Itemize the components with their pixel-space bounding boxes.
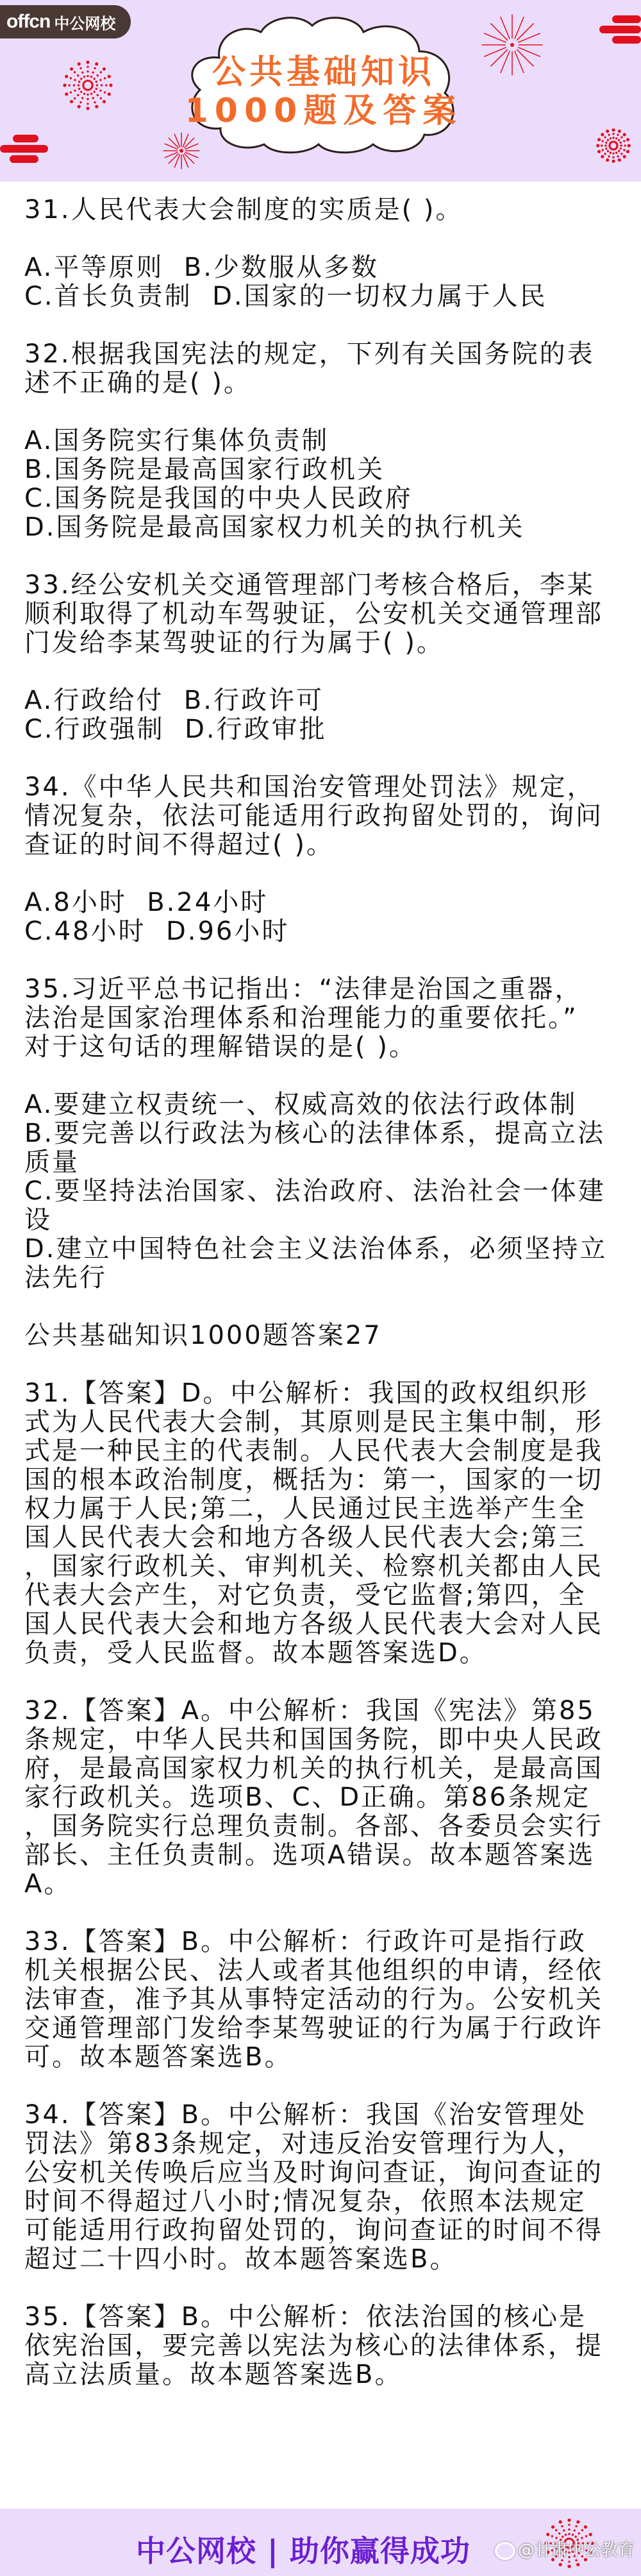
header-banner [0, 0, 641, 182]
logo-text-en: offcn [6, 11, 51, 32]
article-body [24, 182, 640, 2418]
weibo-watermark [495, 2537, 635, 2561]
answer-explanation: 法审查，准予其从事特定活动的行为。公安机关 [24, 1985, 603, 2014]
answer-explanation: 34.【答案】B。中公解析：我国《治安管理处 [24, 2100, 587, 2130]
answer-explanation: 超过二十四小时。故本题答案选B。 [24, 2244, 458, 2274]
question-options: C.首长负责制 D.国家的一切权力属于人民 [24, 282, 547, 311]
question-options: A.行政给付 B.行政许可 [24, 686, 324, 715]
question-options: C.行政强制 D.行政审批 [24, 715, 327, 744]
blank-line [24, 1668, 640, 1697]
footer-slogan: 中公网校 | 助你赢得成功 [136, 2534, 470, 2568]
question-options: D.国务院是最高国家权力机关的执行机关 [24, 513, 525, 542]
answer-explanation: 家行政机关。选项B、C、D正确。第86条规定 [24, 1783, 591, 1812]
answer-explanation: 府，是最高国家权力机关的执行机关，是最高国 [24, 1754, 603, 1783]
question-text: 34.《中华人民共和国治安管理处罚法》规定， [24, 772, 595, 802]
question-options: 法先行 [24, 1263, 107, 1292]
question-options: C.要坚持法治国家、法治政府、法治社会一体建 [24, 1176, 606, 1206]
answer-explanation: 代表大会产生，对它负责，受它监督;第四，全 [24, 1580, 587, 1610]
blank-line [24, 657, 640, 686]
blank-line [24, 398, 640, 427]
question-options: C.48小时 D.96小时 [24, 917, 290, 946]
answer-explanation: ，国务院实行总理负责制。各部、各委员会实行 [24, 1811, 603, 1841]
question-text: 对于这句话的理解错误的是( )。 [24, 1032, 417, 1062]
answer-explanation: 高立法质量。故本题答案选B。 [24, 2360, 403, 2389]
question-text: 述不正确的是( )。 [24, 368, 251, 398]
blank-line [24, 1899, 640, 1928]
dotted-firework-icon [62, 60, 113, 111]
question-text: 31.人民代表大会制度的实质是( )。 [24, 195, 463, 225]
question-options: 质量 [24, 1148, 79, 1177]
answer-explanation: 35.【答案】B。中公解析：依法治国的核心是 [24, 2302, 587, 2332]
blank-line [24, 311, 640, 340]
question-options: B.国务院是最高国家行政机关 [24, 455, 385, 484]
blank-line [24, 225, 640, 253]
answer-explanation: 时间不得超过八小时;情况复杂，依照本法规定 [24, 2187, 587, 2216]
answer-explanation: 式为人民代表大会制，其原则是民主集中制，形 [24, 1407, 603, 1437]
answer-explanation: A。 [24, 1869, 72, 1899]
blank-line [24, 1292, 640, 1321]
question-text: 32.根据我国宪法的规定，下列有关国务院的表 [24, 339, 595, 369]
answer-explanation: ，国家行政机关、审判机关、检察机关都由人民 [24, 1552, 603, 1581]
answer-explanation: 可能适用行政拘留处罚的，询问查证的时间不得 [24, 2216, 603, 2245]
answer-explanation: 33.【答案】B。中公解析：行政许可是指行政 [24, 1927, 587, 1956]
answer-explanation: 权力属于人民;第二，人民通过民主选举产生全 [24, 1494, 587, 1523]
watermark-text: @甘肃中公教育 [518, 2541, 635, 2560]
answer-explanation: 国人民代表大会和地方各级人民代表大会对人民 [24, 1609, 603, 1639]
starburst-firework-icon [480, 13, 544, 77]
answer-explanation: 条规定，中华人民共和国国务院，即中央人民政 [24, 1725, 603, 1754]
question-options: B.要完善以行政法为核心的法律体系，提高立法 [24, 1119, 606, 1148]
answer-explanation: 公安机关传唤后应当及时询问查证，询问查证的 [24, 2158, 603, 2187]
weibo-icon [495, 2542, 515, 2560]
blank-line [24, 946, 640, 975]
answer-explanation: 机关根据公民、法人或者其他组织的申请，经依 [24, 1956, 603, 1985]
red-cloud-decoration-icon [0, 128, 51, 167]
answer-explanation: 依宪治国，要完善以宪法为核心的法律体系，提 [24, 2331, 603, 2360]
question-text: 情况复杂，依法可能适用行政拘留处罚的，询问 [24, 801, 603, 831]
blank-line [24, 744, 640, 773]
blank-line [24, 2389, 640, 2418]
blank-line [24, 542, 640, 571]
answer-explanation: 负责，受人民监督。故本题答案选D。 [24, 1638, 487, 1668]
blank-line [24, 1350, 640, 1379]
footer-banner [0, 2509, 641, 2576]
banner-title-line1: 公共基础知识 [212, 53, 435, 92]
answer-section-title: 公共基础知识1000题答案27 [24, 1321, 382, 1350]
question-options: A.要建立权责统一、权威高效的依法行政体制 [24, 1090, 578, 1119]
question-options: A.国务院实行集体负责制 [24, 426, 329, 455]
question-options: C.国务院是我国的中央人民政府 [24, 484, 413, 513]
answer-explanation: 31.【答案】D。中公解析：我国的政权组织形 [24, 1378, 589, 1408]
question-options: A.平等原则 B.少数服从多数 [24, 253, 379, 282]
blank-line [24, 860, 640, 888]
blank-line [24, 2072, 640, 2101]
answer-explanation: 部长、主任负责制。选项A错误。故本题答案选 [24, 1840, 595, 1870]
answer-explanation: 式是一种民主的代表制。人民代表大会制度是我 [24, 1436, 603, 1466]
offcn-logo[interactable] [0, 5, 131, 38]
question-text: 法治是国家治理体系和治理能力的重要依托。” [24, 1003, 578, 1033]
question-text: 查证的时间不得超过( )。 [24, 830, 334, 860]
answer-explanation: 可。故本题答案选B。 [24, 2042, 292, 2072]
red-cloud-decoration-icon [596, 13, 641, 51]
answer-explanation: 国的根本政治制度，概括为：第一，国家的一切 [24, 1465, 603, 1495]
question-options: 设 [24, 1205, 52, 1235]
answer-explanation: 32.【答案】A。中公解析：我国《宪法》第85 [24, 1696, 595, 1725]
question-options: D.建立中国特色社会主义法治体系，必须坚持立 [24, 1234, 608, 1264]
logo-text-cn: 中公网校 [54, 14, 116, 33]
answer-explanation: 交通管理部门发给李某驾驶证的行为属于行政许 [24, 2013, 603, 2043]
question-options: A.8小时 B.24小时 [24, 888, 269, 917]
question-text: 33.经公安机关交通管理部门考核合格后，李某 [24, 570, 595, 600]
banner-title-line2: 1000题及答案 [185, 92, 463, 130]
answer-explanation: 国人民代表大会和地方各级人民代表大会;第三 [24, 1523, 587, 1552]
blank-line [24, 2274, 640, 2303]
question-text: 35.习近平总书记指出：“法律是治国之重器， [24, 974, 583, 1004]
question-text: 顺利取得了机动车驾驶证，公安机关交通管理部 [24, 599, 603, 629]
question-text: 门发给李某驾驶证的行为属于( )。 [24, 628, 444, 657]
answer-explanation: 罚法》第83条规定，对违反治安管理行为人， [24, 2129, 585, 2158]
dotted-firework-icon [596, 128, 631, 163]
blank-line [24, 1062, 640, 1090]
